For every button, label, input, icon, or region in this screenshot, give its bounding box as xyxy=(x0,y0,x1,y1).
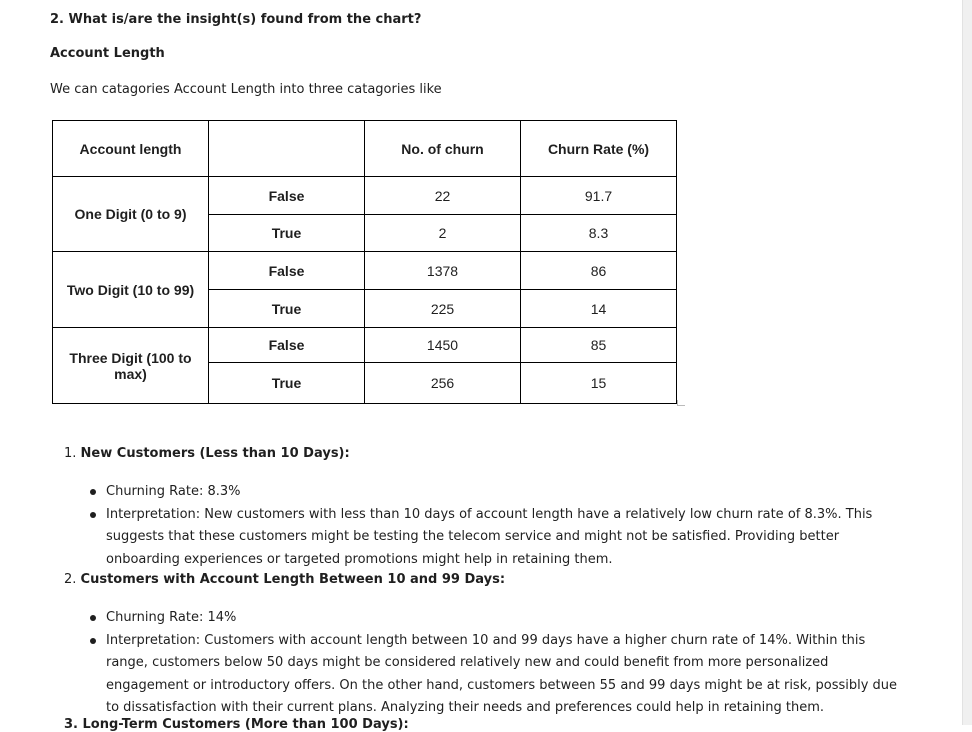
group-label: Two Digit (10 to 99) xyxy=(53,252,209,328)
header-no-of-churn: No. of churn xyxy=(365,121,521,177)
list-item: Churning Rate: 14% xyxy=(88,607,908,630)
status-cell: True xyxy=(209,215,365,252)
rate-cell: 91.7 xyxy=(521,177,677,215)
count-cell: 225 xyxy=(365,290,521,328)
insight-title-text: Customers with Account Length Between 10 and 99 Days: xyxy=(80,572,506,587)
table-row xyxy=(53,252,677,290)
header-account-length: Account length xyxy=(53,121,209,177)
count-cell: 22 xyxy=(365,177,521,215)
header-churn-rate: Churn Rate (%) xyxy=(521,121,677,177)
section-heading: Account Length xyxy=(50,46,165,61)
insight-number: 2. xyxy=(64,572,77,587)
rate-cell: 14 xyxy=(521,290,677,328)
status-cell: False xyxy=(209,328,365,363)
rate-cell: 85 xyxy=(521,328,677,363)
group-label: Three Digit (100 to max) xyxy=(53,328,209,404)
intro-text: We can catagories Account Length into three catagories like xyxy=(50,82,442,97)
list-item: Interpretation: New customers with less than 10 days of account length have a relatively low churn rate of 8.3%. This suggests that these customers might be testing the telecom service and might not be satisfied. Providing better onboarding experiences or targeted promotions might help in retaining them. xyxy=(88,504,908,572)
insight-list-2 xyxy=(88,607,908,720)
count-cell: 2 xyxy=(365,215,521,252)
table-row xyxy=(53,177,677,215)
table-header-row xyxy=(53,121,677,177)
insight-title-1 xyxy=(64,446,350,461)
insight-number: 1. xyxy=(64,446,77,461)
status-cell: False xyxy=(209,252,365,290)
resize-corner-mark xyxy=(677,400,685,406)
insight-title-3-cut: 3. Long-Term Customers (More than 100 Days): xyxy=(64,717,409,732)
status-cell: False xyxy=(209,177,365,215)
insight-title-2 xyxy=(64,572,505,587)
scrollbar-track[interactable] xyxy=(962,0,972,725)
rate-cell: 15 xyxy=(521,363,677,404)
account-length-table xyxy=(52,120,677,404)
list-item: Churning Rate: 8.3% xyxy=(88,481,908,504)
list-item: Interpretation: Customers with account length between 10 and 99 days have a higher churn rate of 14%. Within this range, customers below 50 days might be considered relatively new and could benefit from more personalized engagement or introductory offers. On the other hand, customers between 55 and 99 days might be at risk, possibly due to dissatisfaction with their current plans. Analyzing their needs and preferences could help in retaining them. xyxy=(88,630,908,720)
insight-list-1 xyxy=(88,481,908,571)
question-heading: 2. What is/are the insight(s) found from the chart? xyxy=(50,12,422,27)
table-row xyxy=(53,328,677,363)
status-cell: True xyxy=(209,290,365,328)
rate-cell: 8.3 xyxy=(521,215,677,252)
count-cell: 256 xyxy=(365,363,521,404)
count-cell: 1450 xyxy=(365,328,521,363)
rate-cell: 86 xyxy=(521,252,677,290)
count-cell: 1378 xyxy=(365,252,521,290)
header-status xyxy=(209,121,365,177)
status-cell: True xyxy=(209,363,365,404)
group-label: One Digit (0 to 9) xyxy=(53,177,209,252)
insight-title-text: New Customers (Less than 10 Days): xyxy=(80,446,350,461)
